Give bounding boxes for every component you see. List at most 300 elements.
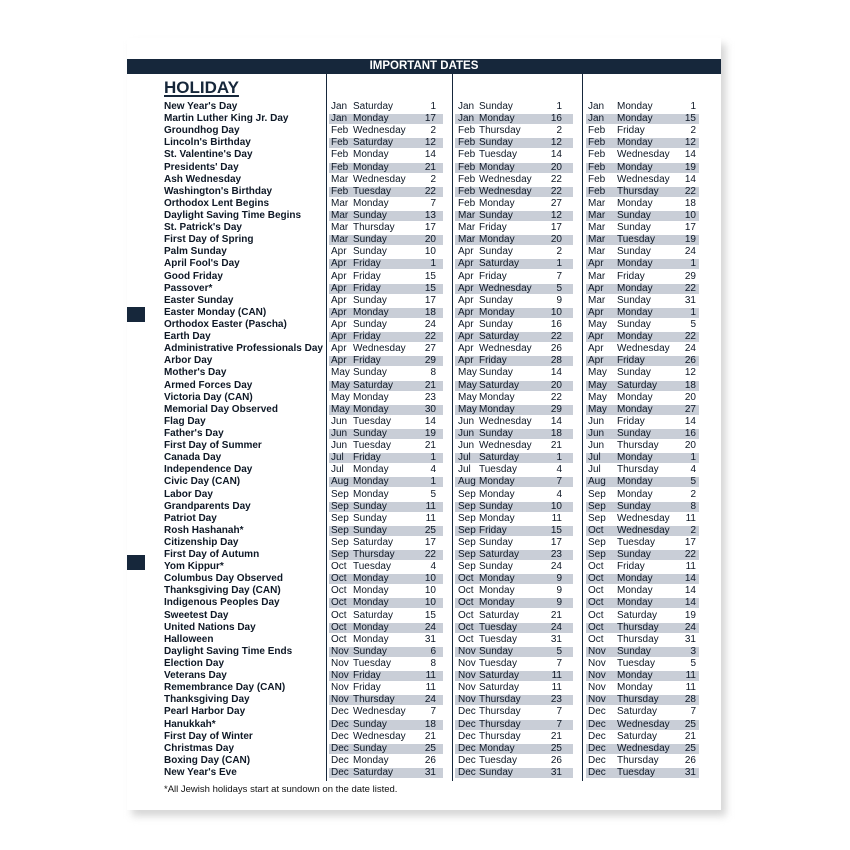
month: Apr bbox=[458, 318, 474, 330]
month: Dec bbox=[458, 706, 476, 718]
weekday: Friday bbox=[353, 270, 381, 282]
weekday: Monday bbox=[617, 137, 653, 149]
weekday: Sunday bbox=[479, 101, 513, 112]
holiday-name: Labor Day bbox=[164, 488, 213, 500]
month: Mar bbox=[588, 270, 606, 282]
month: Apr bbox=[458, 270, 474, 282]
weekday: Saturday bbox=[479, 452, 520, 464]
day-number: 26 bbox=[550, 754, 562, 766]
page-header: IMPORTANT DATES bbox=[127, 59, 721, 74]
weekday: Monday bbox=[617, 101, 653, 112]
weekday: Tuesday bbox=[353, 185, 391, 197]
day-number: 4 bbox=[690, 464, 696, 476]
holiday-name: Remembrance Day (CAN) bbox=[164, 682, 286, 694]
day-number: 17 bbox=[684, 222, 696, 234]
weekday: Saturday bbox=[353, 101, 394, 112]
holiday-row bbox=[127, 501, 721, 513]
holiday-name: Boxing Day (CAN) bbox=[164, 754, 251, 766]
month: Feb bbox=[588, 173, 606, 185]
month: Sep bbox=[588, 512, 606, 524]
day-number: 8 bbox=[430, 367, 436, 379]
day-number: 17 bbox=[424, 113, 436, 125]
holiday-name: Daylight Saving Time Ends bbox=[164, 645, 293, 657]
month: Sep bbox=[458, 536, 476, 548]
month: Nov bbox=[588, 694, 606, 706]
weekday: Wednesday bbox=[617, 173, 670, 185]
holiday-name: Halloween bbox=[164, 633, 214, 645]
weekday: Sunday bbox=[353, 645, 387, 657]
month: Apr bbox=[331, 282, 347, 294]
month: Apr bbox=[331, 331, 347, 343]
month: Aug bbox=[458, 476, 476, 488]
day-number: 20 bbox=[550, 234, 562, 246]
holiday-name: Daylight Saving Time Begins bbox=[164, 209, 302, 221]
day-number: 12 bbox=[550, 209, 562, 221]
day-number: 14 bbox=[424, 415, 436, 427]
day-number: 10 bbox=[550, 306, 562, 318]
day-number: 19 bbox=[684, 609, 696, 621]
weekday: Monday bbox=[353, 464, 389, 476]
month: Oct bbox=[331, 597, 347, 609]
day-number: 15 bbox=[424, 282, 436, 294]
day-number: 25 bbox=[684, 718, 696, 730]
day-number: 4 bbox=[556, 464, 562, 476]
binder-tab-marker bbox=[127, 555, 145, 570]
weekday: Sunday bbox=[353, 524, 387, 536]
day-number: 1 bbox=[690, 101, 696, 112]
weekday: Monday bbox=[617, 197, 653, 209]
weekday: Friday bbox=[617, 415, 645, 427]
month: Feb bbox=[331, 161, 349, 173]
month: Feb bbox=[331, 125, 349, 137]
weekday: Monday bbox=[617, 113, 653, 125]
holiday-name: Thanksgiving Day (CAN) bbox=[164, 585, 281, 597]
day-number: 18 bbox=[684, 379, 696, 391]
month: Feb bbox=[588, 161, 606, 173]
weekday: Tuesday bbox=[479, 621, 517, 633]
weekday: Wednesday bbox=[617, 742, 670, 754]
holiday-row bbox=[127, 670, 721, 682]
month: Mar bbox=[458, 234, 476, 246]
weekday: Tuesday bbox=[479, 633, 517, 645]
month: Apr bbox=[588, 355, 604, 367]
weekday: Sunday bbox=[479, 209, 513, 221]
weekday: Monday bbox=[617, 488, 653, 500]
weekday: Friday bbox=[353, 670, 381, 682]
month: Apr bbox=[331, 258, 347, 270]
day-number: 22 bbox=[550, 331, 562, 343]
weekday: Monday bbox=[617, 282, 653, 294]
month: Mar bbox=[331, 173, 349, 185]
month: Nov bbox=[331, 694, 349, 706]
weekday: Sunday bbox=[617, 549, 651, 561]
weekday: Monday bbox=[353, 161, 389, 173]
month: Apr bbox=[331, 306, 347, 318]
day-number: 31 bbox=[684, 767, 696, 779]
holiday-row bbox=[127, 307, 721, 319]
holiday-name: Armed Forces Day bbox=[164, 379, 253, 391]
holiday-name: Memorial Day Observed bbox=[164, 403, 278, 415]
weekday: Monday bbox=[617, 452, 653, 464]
holiday-name: Washington's Birthday bbox=[164, 185, 273, 197]
month: Oct bbox=[458, 609, 474, 621]
holiday-row bbox=[127, 295, 721, 307]
day-number: 31 bbox=[684, 633, 696, 645]
day-number: 26 bbox=[684, 355, 696, 367]
holiday-row bbox=[127, 476, 721, 488]
day-number: 21 bbox=[424, 379, 436, 391]
weekday: Monday bbox=[617, 258, 653, 270]
month: Apr bbox=[458, 246, 474, 258]
weekday: Wednesday bbox=[617, 718, 670, 730]
day-number: 20 bbox=[550, 161, 562, 173]
day-number: 17 bbox=[424, 536, 436, 548]
day-number: 19 bbox=[424, 427, 436, 439]
month: Oct bbox=[588, 561, 604, 573]
weekday: Tuesday bbox=[479, 464, 517, 476]
month: Nov bbox=[458, 670, 476, 682]
holiday-row bbox=[127, 246, 721, 258]
weekday: Tuesday bbox=[353, 561, 391, 573]
day-number: 9 bbox=[556, 597, 562, 609]
month: Sep bbox=[331, 536, 349, 548]
weekday: Sunday bbox=[353, 246, 387, 258]
weekday: Wednesday bbox=[353, 173, 406, 185]
holiday-row bbox=[127, 428, 721, 440]
month: Nov bbox=[331, 658, 349, 670]
month: Feb bbox=[458, 173, 476, 185]
weekday: Wednesday bbox=[479, 173, 532, 185]
day-number: 14 bbox=[684, 415, 696, 427]
day-number: 26 bbox=[550, 343, 562, 355]
holiday-row bbox=[127, 610, 721, 622]
weekday: Sunday bbox=[617, 427, 651, 439]
month: May bbox=[588, 403, 607, 415]
day-number: 24 bbox=[424, 694, 436, 706]
month: Mar bbox=[588, 234, 606, 246]
weekday: Sunday bbox=[479, 500, 513, 512]
weekday: Monday bbox=[617, 391, 653, 403]
day-number: 21 bbox=[684, 730, 696, 742]
month: Sep bbox=[331, 524, 349, 536]
day-number: 11 bbox=[425, 512, 436, 524]
month: Jun bbox=[331, 415, 348, 427]
holiday-name: Thanksgiving Day bbox=[164, 694, 250, 706]
weekday: Sunday bbox=[353, 294, 387, 306]
weekday: Thursday bbox=[479, 706, 521, 718]
binder-tab-marker bbox=[127, 307, 145, 322]
day-number: 20 bbox=[424, 234, 436, 246]
holiday-row bbox=[127, 234, 721, 246]
day-number: 12 bbox=[550, 137, 562, 149]
weekday: Monday bbox=[617, 306, 653, 318]
month: Jun bbox=[458, 415, 475, 427]
month: Nov bbox=[588, 682, 606, 694]
holiday-row bbox=[127, 125, 721, 137]
month: Feb bbox=[588, 149, 606, 161]
holiday-row bbox=[127, 537, 721, 549]
weekday: Sunday bbox=[479, 137, 513, 149]
day-number: 14 bbox=[684, 173, 696, 185]
weekday: Monday bbox=[353, 197, 389, 209]
day-number: 11 bbox=[551, 670, 562, 682]
weekday: Wednesday bbox=[353, 343, 406, 355]
month: May bbox=[588, 379, 607, 391]
day-number: 11 bbox=[685, 670, 696, 682]
month: Apr bbox=[458, 331, 474, 343]
month: Jan bbox=[331, 101, 348, 112]
month: Apr bbox=[331, 343, 347, 355]
weekday: Tuesday bbox=[353, 415, 391, 427]
weekday: Saturday bbox=[617, 609, 658, 621]
weekday: Thursday bbox=[617, 754, 659, 766]
day-number: 14 bbox=[550, 149, 562, 161]
weekday: Monday bbox=[353, 113, 389, 125]
holiday-row bbox=[127, 258, 721, 270]
weekday: Thursday bbox=[617, 440, 659, 452]
month: Mar bbox=[588, 246, 606, 258]
weekday: Saturday bbox=[353, 767, 394, 779]
day-number: 24 bbox=[684, 621, 696, 633]
weekday: Friday bbox=[353, 355, 381, 367]
day-number: 1 bbox=[430, 452, 436, 464]
day-number: 3 bbox=[690, 645, 696, 657]
weekday: Sunday bbox=[617, 209, 651, 221]
holiday-row bbox=[127, 367, 721, 379]
holiday-name: Columbus Day Observed bbox=[164, 573, 283, 585]
weekday: Tuesday bbox=[617, 767, 655, 779]
day-number: 21 bbox=[550, 609, 562, 621]
holiday-row bbox=[127, 355, 721, 367]
day-number: 8 bbox=[430, 658, 436, 670]
day-number: 10 bbox=[424, 597, 436, 609]
holiday-row bbox=[127, 174, 721, 186]
day-number: 27 bbox=[424, 343, 436, 355]
holiday-row bbox=[127, 222, 721, 234]
holiday-name: Veterans Day bbox=[164, 670, 227, 682]
day-number: 29 bbox=[684, 270, 696, 282]
holiday-name: First Day of Spring bbox=[164, 234, 254, 246]
month: Jan bbox=[588, 113, 605, 125]
month: Sep bbox=[588, 500, 606, 512]
weekday: Monday bbox=[353, 403, 389, 415]
day-number: 14 bbox=[684, 597, 696, 609]
weekday: Monday bbox=[353, 573, 389, 585]
holiday-name: Hanukkah* bbox=[164, 718, 216, 730]
day-number: 1 bbox=[690, 306, 696, 318]
day-number: 31 bbox=[424, 633, 436, 645]
holiday-name: St. Patrick's Day bbox=[164, 222, 242, 234]
day-number: 6 bbox=[430, 645, 436, 657]
month: Oct bbox=[331, 609, 347, 621]
day-number: 12 bbox=[684, 367, 696, 379]
weekday: Monday bbox=[353, 476, 389, 488]
weekday: Monday bbox=[617, 161, 653, 173]
weekday: Sunday bbox=[617, 367, 651, 379]
holiday-row bbox=[127, 549, 721, 561]
day-number: 1 bbox=[556, 101, 562, 112]
holiday-name: Father's Day bbox=[164, 427, 224, 439]
month: May bbox=[458, 367, 477, 379]
month: Sep bbox=[331, 512, 349, 524]
day-number: 31 bbox=[684, 294, 696, 306]
month: Apr bbox=[331, 294, 347, 306]
weekday: Monday bbox=[617, 476, 653, 488]
month: Feb bbox=[458, 125, 476, 137]
weekday: Monday bbox=[479, 512, 515, 524]
weekday: Saturday bbox=[617, 730, 658, 742]
day-number: 14 bbox=[684, 149, 696, 161]
day-number: 1 bbox=[556, 452, 562, 464]
weekday: Thursday bbox=[479, 718, 521, 730]
month: May bbox=[588, 367, 607, 379]
month: Oct bbox=[458, 573, 474, 585]
day-number: 9 bbox=[556, 294, 562, 306]
month: Apr bbox=[588, 258, 604, 270]
month: Aug bbox=[588, 476, 606, 488]
holiday-name: New Year's Eve bbox=[164, 767, 237, 779]
month: Apr bbox=[588, 282, 604, 294]
weekday: Sunday bbox=[353, 512, 387, 524]
day-number: 22 bbox=[424, 549, 436, 561]
holiday-row bbox=[127, 198, 721, 210]
weekday: Tuesday bbox=[479, 754, 517, 766]
day-number: 20 bbox=[550, 379, 562, 391]
month: May bbox=[331, 391, 350, 403]
day-number: 25 bbox=[550, 742, 562, 754]
weekday: Saturday bbox=[353, 137, 394, 149]
holiday-row bbox=[127, 622, 721, 634]
month: Sep bbox=[458, 500, 476, 512]
holiday-row bbox=[127, 719, 721, 731]
month: Jun bbox=[588, 415, 605, 427]
month: May bbox=[458, 391, 477, 403]
weekday: Wednesday bbox=[353, 706, 406, 718]
weekday: Saturday bbox=[479, 609, 520, 621]
holiday-row bbox=[127, 573, 721, 585]
holiday-row bbox=[127, 452, 721, 464]
month: Sep bbox=[588, 536, 606, 548]
weekday: Friday bbox=[479, 270, 507, 282]
holiday-row bbox=[127, 319, 721, 331]
day-number: 9 bbox=[556, 585, 562, 597]
weekday: Tuesday bbox=[479, 658, 517, 670]
holiday-row bbox=[127, 525, 721, 537]
weekday: Sunday bbox=[617, 500, 651, 512]
weekday: Friday bbox=[617, 561, 645, 573]
day-number: 2 bbox=[556, 125, 562, 137]
weekday: Wednesday bbox=[617, 524, 670, 536]
month: Oct bbox=[458, 633, 474, 645]
weekday: Monday bbox=[617, 670, 653, 682]
month: Jul bbox=[588, 464, 601, 476]
weekday: Monday bbox=[353, 149, 389, 161]
month: Jun bbox=[458, 427, 475, 439]
month: Jun bbox=[588, 427, 605, 439]
month: Jun bbox=[588, 440, 605, 452]
month: Oct bbox=[588, 621, 604, 633]
day-number: 14 bbox=[684, 573, 696, 585]
weekday: Sunday bbox=[353, 234, 387, 246]
month: Sep bbox=[588, 549, 606, 561]
month: Oct bbox=[588, 633, 604, 645]
weekday: Friday bbox=[353, 682, 381, 694]
holiday-row bbox=[127, 343, 721, 355]
day-number: 10 bbox=[424, 246, 436, 258]
month: Feb bbox=[458, 185, 476, 197]
day-number: 7 bbox=[556, 270, 562, 282]
month: Mar bbox=[588, 197, 606, 209]
month: May bbox=[588, 391, 607, 403]
day-number: 21 bbox=[424, 730, 436, 742]
weekday: Sunday bbox=[617, 222, 651, 234]
month: Jun bbox=[331, 440, 348, 452]
holiday-name: Pearl Harbor Day bbox=[164, 706, 246, 718]
day-number: 11 bbox=[425, 500, 436, 512]
day-number: 16 bbox=[684, 427, 696, 439]
day-number: 24 bbox=[424, 621, 436, 633]
holiday-row bbox=[127, 404, 721, 416]
month: Jul bbox=[458, 464, 471, 476]
month: Sep bbox=[458, 512, 476, 524]
weekday: Monday bbox=[353, 754, 389, 766]
important-dates-page bbox=[127, 38, 721, 810]
day-number: 11 bbox=[551, 512, 562, 524]
month: Oct bbox=[331, 585, 347, 597]
day-number: 23 bbox=[550, 549, 562, 561]
month: May bbox=[331, 367, 350, 379]
section-title: HOLIDAY bbox=[164, 78, 239, 97]
month: Mar bbox=[331, 209, 349, 221]
holiday-name: Sweetest Day bbox=[164, 609, 229, 621]
day-number: 18 bbox=[684, 197, 696, 209]
day-number: 11 bbox=[425, 682, 436, 694]
holiday-row bbox=[127, 731, 721, 743]
day-number: 18 bbox=[550, 427, 562, 439]
month: Oct bbox=[588, 585, 604, 597]
day-number: 16 bbox=[550, 318, 562, 330]
weekday: Sunday bbox=[353, 500, 387, 512]
day-number: 22 bbox=[550, 173, 562, 185]
day-number: 12 bbox=[684, 137, 696, 149]
holiday-table bbox=[127, 101, 721, 779]
weekday: Thursday bbox=[353, 549, 395, 561]
month: Oct bbox=[458, 585, 474, 597]
weekday: Saturday bbox=[479, 379, 520, 391]
holiday-name: Flag Day bbox=[164, 415, 206, 427]
holiday-row bbox=[127, 646, 721, 658]
day-number: 7 bbox=[430, 706, 436, 718]
day-number: 25 bbox=[424, 524, 436, 536]
day-number: 5 bbox=[556, 282, 562, 294]
day-number: 22 bbox=[550, 391, 562, 403]
month: Nov bbox=[331, 670, 349, 682]
weekday: Monday bbox=[617, 403, 653, 415]
holiday-row bbox=[127, 380, 721, 392]
month: Oct bbox=[588, 597, 604, 609]
weekday: Monday bbox=[479, 306, 515, 318]
month: Apr bbox=[331, 246, 347, 258]
month: Dec bbox=[331, 754, 349, 766]
weekday: Monday bbox=[353, 621, 389, 633]
day-number: 29 bbox=[550, 403, 562, 415]
month: Nov bbox=[458, 645, 476, 657]
weekday: Sunday bbox=[479, 645, 513, 657]
month: Dec bbox=[331, 742, 349, 754]
month: Nov bbox=[458, 694, 476, 706]
month: Nov bbox=[331, 682, 349, 694]
weekday: Monday bbox=[479, 197, 515, 209]
